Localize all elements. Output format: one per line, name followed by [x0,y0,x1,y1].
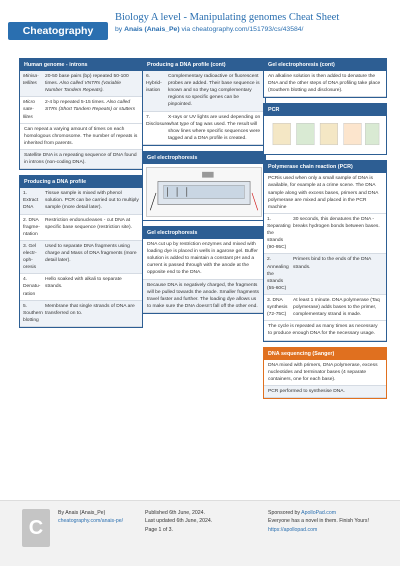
page-number: Page 1 of 3. [145,526,173,533]
footer-by: By [58,510,65,516]
table-row [20,274,142,300]
paragraph: The cycle is repeated as many times as necessary to produce enough DNA for the necessary usage. [264,321,386,340]
table-row [20,241,142,274]
row-key: Micro satellites [23,100,35,120]
row-key: Minisatellites [23,74,39,87]
published-date: Published 6th June, 2024. [145,510,205,516]
row-value: 20-50 base pairs (bp) repeated 50-100 times. Also called VNTRs (Variable Number Tandem Repeats). [45,74,129,94]
box-title: Human genome - introns [20,59,142,71]
row-key: 1. Extract DNA [23,191,39,211]
cheatography-logo[interactable]: Cheatography [8,22,108,40]
cheatography-badge-icon: C [22,509,50,547]
footer-author-name[interactable]: Anais (Anais_Pe) [65,510,106,516]
row-key: 5. Southern blotting [23,303,43,323]
column-1 [19,58,143,333]
footer-dates [145,509,212,534]
row-value: Complementary radioactive or fluorescent probes are added. Their base sequence is known and so they tag complementary regions so specific genes can be pinpointed. [168,74,260,108]
footer-author-link[interactable]: cheatography.com/anais-pe/ [58,518,124,525]
pcr-diagram [267,119,383,151]
box-title: Polymerase chain reaction (PCR) [264,161,386,173]
page-header [0,0,400,52]
paragraph: PCR performed to synthesise DNA. [264,386,386,398]
row-value: At least 1 minute. DNA polymerase (Taq polymerase) adds bases to the primer, complementary strand is made. [293,297,380,318]
row-key: 2. DNA fragmentation [23,217,40,237]
table-row [264,214,386,255]
row-value: Primers bind to the ends of the DNA strands. [293,257,372,270]
box-title: DNA sequencing (Sanger) [264,348,386,360]
human-genome-box [19,58,143,170]
paragraph: Can repeat a varying amount of times on each homologous chromosome. The number of repeats is inherited from parents. [20,124,142,150]
row-value: 2-4 bp repeated 5-15 times. Also called STRs (Short Tandem Repeats) or stutters [45,100,136,113]
row-value: 30 seconds, this denatures the DNA - breaks hydrogen bonds between bases. [293,216,380,229]
row-value: Used to separate DNA fragments using charge and Mass of DNA fragments (more detail later). [45,243,137,264]
sponsor-label: Sponsored by [268,510,301,516]
gel-electrophoresis-diagram [146,167,262,217]
row-key: 3. Gel electrophoresis [23,243,37,271]
page-title: Biology A level - Manipulating genomes Cheat Sheet [115,12,340,23]
paragraph: DNA cut up by restriction enzymes and mixed with loading dye is placed in wells in agarose gel. Buffer solution is added to maintain a constant pH and a current is passed through with the anode at the opposite end to the DNA. [143,239,265,280]
table-row [143,71,265,112]
table-row [264,295,386,321]
footer-sponsor [268,509,378,534]
dna-profile-box [19,175,143,328]
row-value: X-rays or UV lights are used depending on what type of tag was used. The result will show lines where specific sequences were tagged and a DNA profile is created. [168,114,261,141]
box-title: Gel electrophoresis (cont) [264,59,386,71]
byline-prefix: by [115,26,123,33]
table-row [20,188,142,214]
row-key: 7. Disclosure [146,114,169,127]
paragraph: Because DNA is negatively charged, the fragments will be pulled towards the anode. Smaller fragments travel faster and further. The loading dye allows us to make sure the DNA doesn't fall off the other end. [143,280,265,313]
box-title: PCR [264,104,386,116]
byline-mid: via [181,26,191,33]
paragraph: PCRis used when only a small sample of DNA is available, for example at a crime scene. The DNA sample along with excess bases, primers and DNA polymerase are mixed and placed in the PCR machine [264,173,386,214]
row-key: 2. Annealing the strands (55-60C) [267,257,289,291]
row-key: 4. Denaturation [23,277,41,297]
paragraph: DNA mixed with primers, DNA polymerase, excess nucleotides and terminator bases (4 separate containers, one for each base). [264,360,386,386]
footer-author [58,509,123,526]
dna-profile-cont-box [142,58,266,146]
sanger-box [263,347,387,399]
row-value: Restriction endonucleases - cut DNA at specific base sequence (restriction site). [45,217,132,230]
table-row [143,112,265,145]
pcr-box [263,160,387,341]
row-key: 1. Separating the strands (90-95C) [267,216,291,251]
table-row [20,215,142,241]
box-title: Gel electrophoresis [143,152,265,164]
box-title: Producing a DNA profile (cont) [143,59,265,71]
table-row [20,97,142,123]
pcr-image-box [263,103,387,155]
sheet-url[interactable]: cheatography.com/151793/cs/43584/ [192,26,304,33]
gel-cont-box [263,58,387,98]
sponsor-link[interactable]: https://apollopad.com [268,526,318,533]
page-footer [0,500,400,566]
pcr-diagram-svg [267,119,383,151]
paragraph: An alkaline solution is then added to denature the DNA and the other steps of DNA profiling take place (Southern blotting and disclosure). [264,71,386,97]
box-title: Producing a DNA profile [20,176,142,188]
table-row [20,71,142,97]
author-link[interactable]: Anais (Anais_Pe) [124,26,180,33]
row-key: 6. Hybridisation [146,74,162,94]
sponsor-name[interactable]: ApolloPad.com [301,510,337,516]
sponsor-tagline: Everyone has a novel in them. Finish Yours! [268,518,369,525]
gel-text-box [142,226,266,314]
byline [115,26,303,33]
row-key: 3. DNA synthesis (72-75C) [267,297,288,318]
gel-image-box [142,151,266,221]
row-value: Membrane that single strands of DNA are transferred on to. [45,303,135,316]
paragraph: Satellite DNA is a repeating sequence of DNA found in introns (non-coding DNA). [20,150,142,169]
row-value: Tissue sample is mixed with phenol solution. PCR can be carried out to multiply sample (more detail later). [45,191,139,211]
updated-date: Last updated 6th June, 2024. [145,518,213,525]
column-2 [142,58,266,319]
table-row [20,301,142,327]
row-value: Hello soaked with alkali to separate strands. [45,277,122,290]
table-row [264,254,386,295]
gel-diagram-svg [147,168,261,216]
column-3 [263,58,387,404]
box-title: Gel electrophoresis [143,227,265,239]
